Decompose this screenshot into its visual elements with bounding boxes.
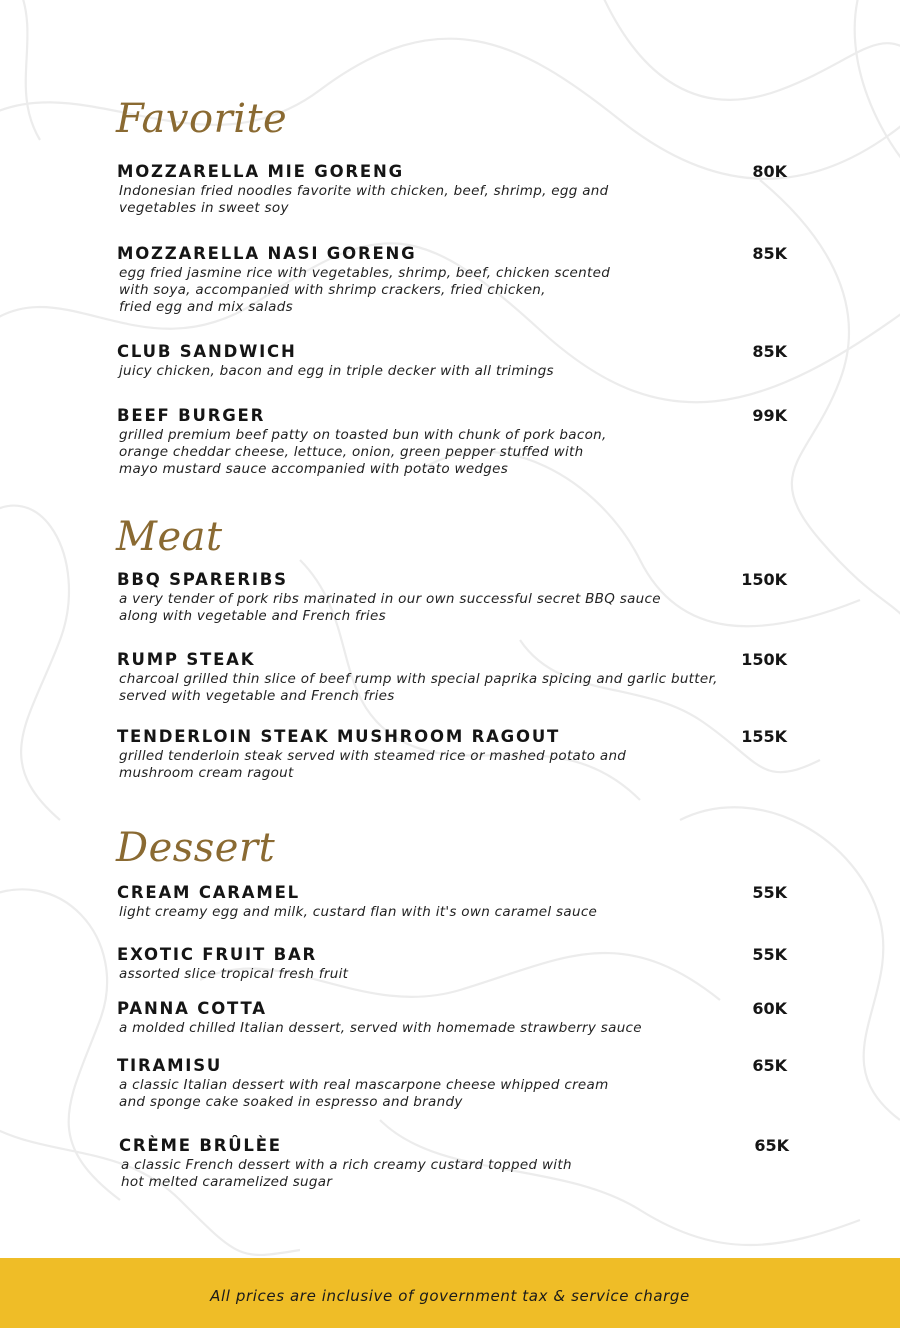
menu-item-price: 55K [752,945,787,964]
menu-item-price: 85K [752,244,787,263]
menu-item-price: 65K [752,1056,787,1075]
menu-item-price: 65K [754,1136,789,1155]
menu-item [117,650,787,705]
menu-item-description: assorted slice tropical fresh fruit [119,966,349,982]
menu-item-description: a molded chilled Italian dessert, served with homemade strawberry sauce [119,1020,642,1036]
section-title-dessert: Dessert [116,825,276,871]
menu-item [117,162,787,217]
menu-item [119,1136,789,1191]
menu-item-price: 150K [741,570,787,589]
menu-item-name: MOZZARELLA NASI GORENG [117,244,417,263]
menu-item-description: juicy chicken, bacon and egg in triple decker with all trimings [119,363,554,379]
menu-item-description: a classic Italian dessert with real mascarpone cheese whipped cream and sponge cake soaked in espresso and brandy [119,1077,609,1110]
menu-item-price: 99K [752,406,787,425]
menu-item-name: BBQ SPARERIBS [117,570,288,589]
menu-item-description: grilled premium beef patty on toasted bun with chunk of pork bacon, orange cheddar cheese, lettuce, onion, green pepper stuffed with mayo mustard sauce accompanied with potato wedges [119,427,607,477]
menu-item-price: 155K [741,727,787,746]
menu-item-name: RUMP STEAK [117,650,256,669]
menu-item [117,244,787,316]
menu-item-description: charcoal grilled thin slice of beef rump with special paprika spicing and garlic butter, served with vegetable and French fries [119,671,718,704]
menu-item-name: CRÈME BRÛLÈE [119,1136,282,1155]
menu-item-description: Indonesian fried noodles favorite with chicken, beef, shrimp, egg and vegetables in sweet soy [119,183,609,216]
menu-item-price: 85K [752,342,787,361]
menu-item [117,342,787,380]
section-title-meat: Meat [116,514,223,560]
menu-item-name: CREAM CARAMEL [117,883,300,902]
menu-item-name: TENDERLOIN STEAK MUSHROOM RAGOUT [117,727,561,746]
section-title-favorite: Favorite [116,96,288,142]
menu-item-description: egg fried jasmine rice with vegetables, shrimp, beef, chicken scented with soya, accompanied with shrimp crackers, fried chicken, fried egg and mix salads [119,265,611,315]
menu-item-name: TIRAMISU [117,1056,223,1075]
menu-item-price: 55K [752,883,787,902]
menu-item-description: grilled tenderloin steak served with steamed rice or mashed potato and mushroom cream ragout [119,748,627,781]
menu-item-description: a very tender of pork ribs marinated in our own successful secret BBQ sauce along with vegetable and French fries [119,591,661,624]
menu-item-price: 60K [752,999,787,1018]
menu-item [117,570,787,625]
menu-item-name: PANNA COTTA [117,999,267,1018]
menu-item-name: MOZZARELLA MIE GORENG [117,162,404,181]
menu-item [117,945,787,983]
menu-item [117,1056,787,1111]
menu-item [117,406,787,478]
menu-item-name: BEEF BURGER [117,406,266,425]
footer-note: All prices are inclusive of government tax & service charge [210,1287,690,1305]
menu-item-price: 80K [752,162,787,181]
menu-item-description: light creamy egg and milk, custard flan with it's own caramel sauce [119,904,598,920]
menu-item [117,999,787,1037]
menu-item-name: EXOTIC FRUIT BAR [117,945,318,964]
menu-item [117,883,787,921]
menu-item [117,727,787,782]
menu-item-description: a classic French dessert with a rich creamy custard topped with hot melted caramelized sugar [121,1157,572,1190]
menu-item-name: CLUB SANDWICH [117,342,297,361]
footer-bar [0,1258,900,1328]
menu-item-price: 150K [741,650,787,669]
